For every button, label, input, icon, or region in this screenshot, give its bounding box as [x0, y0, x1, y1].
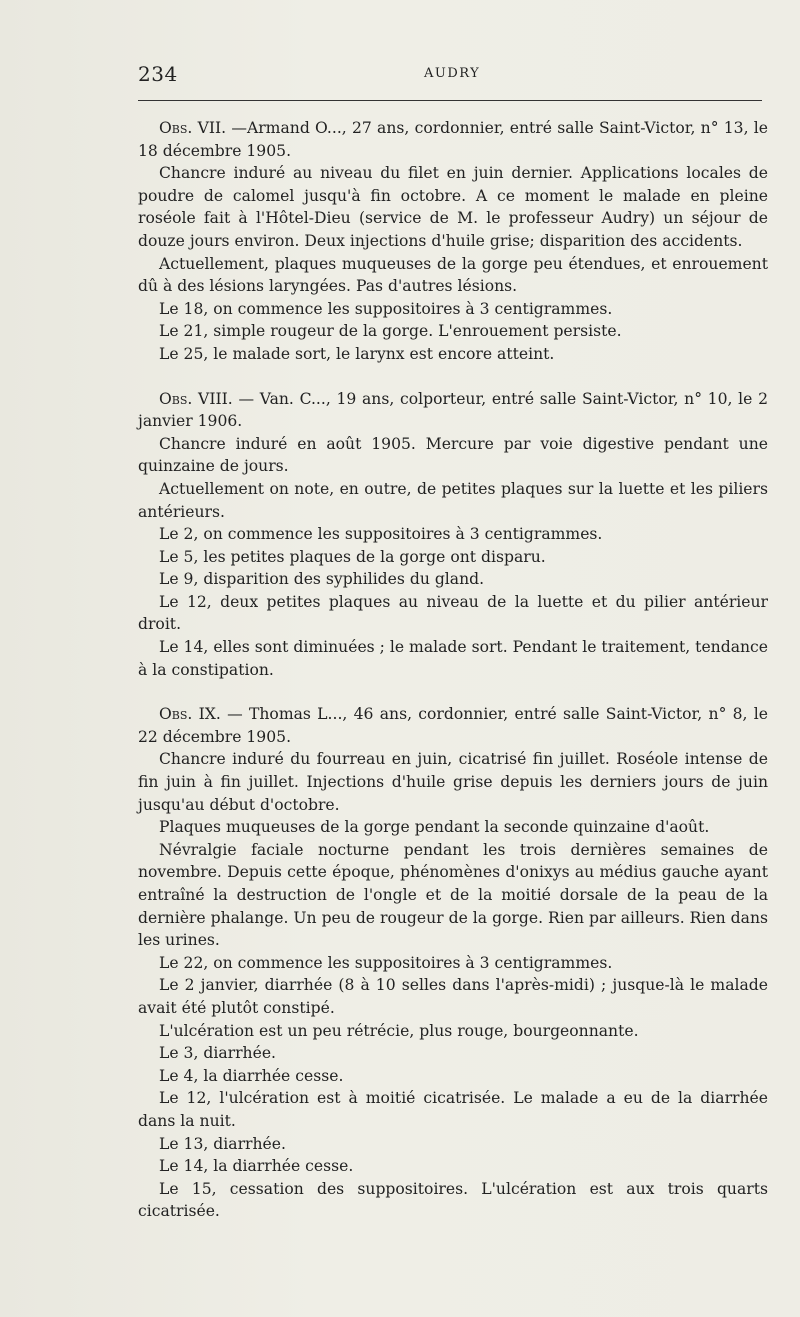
paragraph: Le 2 janvier, diarrhée (8 à 10 selles dans l'après-midi) ; jusque-là le malade avait été plutôt constipé. — [138, 976, 768, 1017]
paragraph: Le 5, les petites plaques de la gorge ont disparu. — [159, 547, 546, 566]
paragraph: Le 12, deux petites plaques au niveau de la luette et du pilier antérieur droit. — [138, 592, 768, 634]
page-number: 234 — [138, 62, 178, 86]
paragraph — [138, 388, 768, 433]
paragraph: Le 4, la diarrhée cesse. — [159, 1066, 344, 1085]
paragraph: Névralgie faciale nocturne pendant les trois dernières semaines de novembre. Depuis cette époque, phénomènes d'onixys au médius gauche ayant entraîné la destruction de l'ongle et de la moitié dorsale de la peau de la dernière phalange. Un peu de rougeur de la gorge. Rien par ailleurs. Rien dans les urines. — [138, 840, 768, 950]
header-rule — [138, 100, 762, 101]
page-header — [138, 60, 768, 90]
observation-label: Obs. IX. — [159, 705, 221, 724]
paragraph — [138, 703, 768, 748]
paragraph: Le 22, on commence les suppositoires à 3 centigrammes. — [159, 953, 613, 972]
paragraph — [138, 117, 768, 162]
paragraph: Chancre induré du fourreau en juin, cicatrisé fin juillet. Roséole intense de fin juin à fin juillet. Injections d'huile grise depuis les derniers jours de juin jusqu'au début d'octobre. — [138, 750, 768, 814]
paragraph: Le 2, on commence les suppositoires à 3 centigrammes. — [159, 525, 603, 544]
running-head: AUDRY — [424, 66, 481, 81]
observation-8 — [138, 388, 768, 682]
observation-7 — [138, 117, 768, 366]
observation-label: Obs. VII. — [159, 119, 227, 137]
paragraph: Le 12, l'ulcération est à moitié cicatrisée. Le malade a eu de la diarrhée dans la nuit. — [138, 1089, 768, 1130]
paragraph: Le 15, cessation des suppositoires. L'ulcération est aux trois quarts cicatrisée. — [138, 1179, 768, 1221]
body-text — [138, 117, 768, 1245]
paragraph: Le 25, le malade sort, le larynx est encore atteint. — [159, 344, 555, 363]
paragraph: Le 14, elles sont diminuées ; le malade sort. Pendant le traitement, tendance à la constipation. — [138, 638, 768, 679]
paragraph: Le 18, on commence les suppositoires à 3 centigrammes. — [159, 299, 613, 318]
observation-9 — [138, 703, 768, 1223]
paragraph: L'ulcération est un peu rétrécie, plus rouge, bourgeonnante. — [159, 1021, 639, 1040]
paragraph: Chancre induré au niveau du filet en juin dernier. Applications locales de poudre de calomel jusqu'à fin octobre. A ce moment le malade en pleine roséole fait à l'Hôtel-Dieu (service de M. le professeur Audry) un séjour de douze jours environ. Deux injections d'huile grise; disparition des accidents. — [138, 164, 768, 250]
observation-label: Obs. VIII. — [159, 389, 233, 408]
paragraph: Actuellement on note, en outre, de petites plaques sur la luette et les piliers antérieurs. — [138, 479, 768, 521]
paragraph: Le 9, disparition des syphilides du gland. — [159, 570, 485, 589]
paragraph: Actuellement, plaques muqueuses de la gorge peu étendues, et enrouement dû à des lésions laryngées. Pas d'autres lésions. — [138, 254, 768, 296]
paragraph: Plaques muqueuses de la gorge pendant la seconde quinzaine d'août. — [159, 818, 710, 837]
paragraph: Chancre induré en août 1905. Mercure par voie digestive pendant une quinzaine de jours. — [138, 434, 768, 476]
observation-intro: — Thomas L..., 46 ans, cordonnier, entré salle Saint-Victor, n° 8, le 22 décembre 1905. — [138, 705, 768, 746]
paragraph: Le 3, diarrhée. — [159, 1044, 277, 1063]
paragraph: Le 21, simple rougeur de la gorge. L'enrouement persiste. — [159, 322, 622, 341]
observation-intro: — Van. C..., 19 ans, colporteur, entré salle Saint-Victor, n° 10, le 2 janvier 1906. — [138, 389, 769, 431]
observation-intro: —Armand O..., 27 ans, cordonnier, entré salle Saint-Victor, n° 13, le 18 décembre 1905. — [138, 119, 768, 160]
paragraph: Le 13, diarrhée. — [159, 1134, 286, 1153]
paragraph: Le 14, la diarrhée cesse. — [159, 1157, 354, 1176]
